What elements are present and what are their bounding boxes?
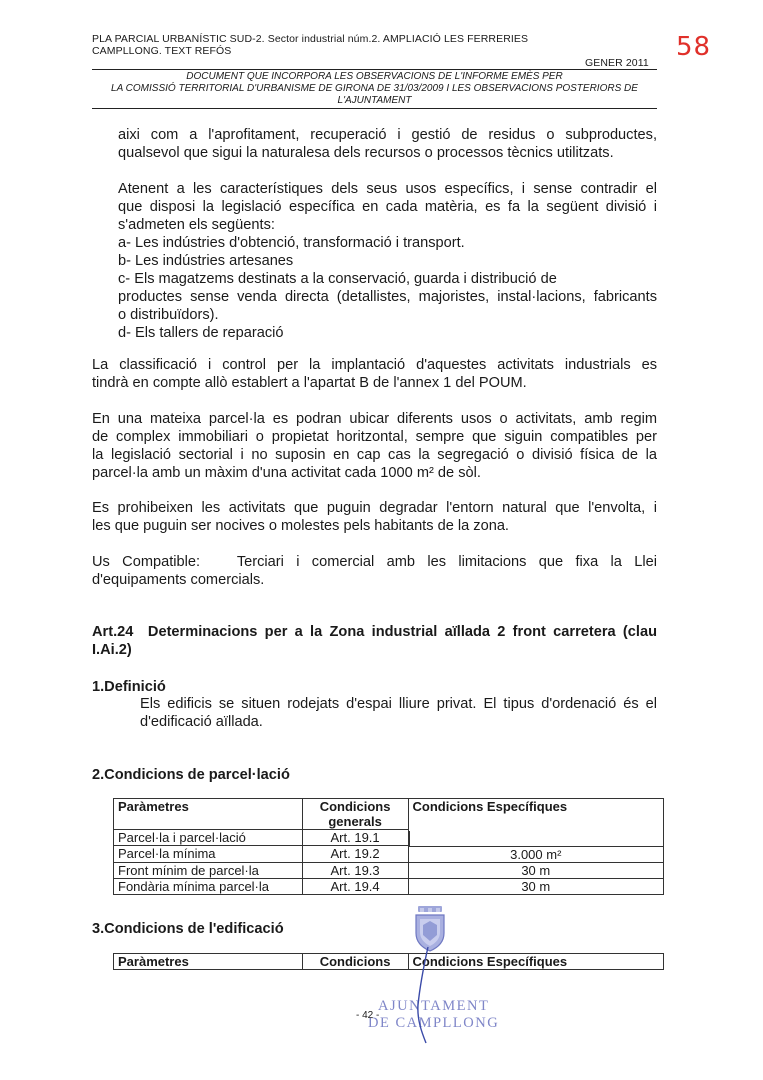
header-parameters: Paràmetres bbox=[114, 799, 303, 830]
section-2-title: 2.Condicions de parcel·lació bbox=[92, 767, 290, 783]
header-rule-bottom bbox=[92, 108, 657, 109]
paragraph-3-line-2: tindrà en compte allò establert a l'apartat B de l'annex 1 del POUM. bbox=[92, 375, 527, 391]
header-note-line3: L'AJUNTAMENT bbox=[337, 95, 412, 106]
paragraph-4 bbox=[92, 410, 657, 482]
paragraph-2-line-3: s'admeten els següents: bbox=[118, 217, 275, 233]
general-cell: Art. 19.1 bbox=[302, 830, 408, 846]
list-item-b: b- Les indústries artesanes bbox=[118, 253, 294, 269]
paragraph-1-line-2: qualsevol que sigui la naturalesa dels recursos o processos tècnics utilitzats. bbox=[118, 145, 614, 161]
header-specific-conditions-column bbox=[408, 799, 663, 895]
section-1-text-line-1: Els edificis se situen rodejats d'espai lliure privat. El tipus d'ordenació és el bbox=[140, 696, 657, 712]
param-cell: Parcel·la i parcel·lació bbox=[114, 830, 303, 846]
specific-cell-row-4: 30 m bbox=[409, 878, 663, 894]
paragraph-compatible-use bbox=[92, 553, 657, 589]
paragraph-5-line-2: les que puguin ser nocives o molestes pels habitants de la zona. bbox=[92, 518, 509, 534]
building-conditions-table bbox=[113, 953, 664, 970]
paragraph-1 bbox=[118, 126, 657, 162]
section-1-text-line-2: d'edificació aïllada. bbox=[140, 714, 263, 730]
specific-cell-row-1 bbox=[408, 831, 663, 846]
list-item-c-line-2: productes sense venda directa (detallistes, majoristes, instal·lacions, fabricants bbox=[118, 289, 657, 305]
header-specific-conditions: Condicions Específiques bbox=[412, 799, 568, 814]
header-note-line2: LA COMISSIÓ TERRITORIAL D'URBANISME DE GIRONA DE 31/03/2009 I LES OBSERVACIONS POSTERIORS DE bbox=[111, 83, 638, 94]
list-item-d: d- Els tallers de reparació bbox=[118, 325, 284, 341]
parcel-conditions-table bbox=[113, 798, 664, 895]
paragraph-2-line-1: Atenent a les característiques dels seus usos específics, i sense contradir el bbox=[118, 181, 657, 197]
paragraph-5-line-1: Es prohibeixen les activitats que puguin degradar l'entorn natural que l'envolta, i bbox=[92, 500, 657, 516]
header-rule-top bbox=[92, 69, 657, 70]
paragraph-4-line-4: parcel·la amb un màxim d'una activitat cada 1000 m² de sòl. bbox=[92, 465, 481, 481]
specific-cell-row-3: 30 m bbox=[409, 862, 663, 878]
paragraph-3 bbox=[92, 356, 657, 392]
paragraph-1-line-1: aixi com a l'aprofitament, recuperació i gestió de residus o subproductes, bbox=[118, 127, 657, 143]
paragraph-6-line-2: d'equipaments comercials. bbox=[92, 572, 265, 588]
section-1-title: 1.Definició bbox=[92, 679, 166, 695]
article-24-heading bbox=[92, 623, 657, 659]
general-cell: Art. 19.3 bbox=[302, 862, 408, 878]
header-specific-conditions: Condicions Específiques bbox=[408, 954, 663, 970]
table-header-row bbox=[114, 954, 664, 970]
seal-text-line-2: DE CAMPLLONG bbox=[368, 1015, 500, 1031]
seal-text-line-1: AJUNTAMENT bbox=[378, 998, 490, 1014]
list-item-c-line-3: o distribuïdors). bbox=[118, 307, 219, 323]
list-item-a: a- Les indústries d'obtenció, transformació i transport. bbox=[118, 235, 465, 251]
page-number: - 42 - bbox=[356, 1010, 380, 1021]
general-cell: Art. 19.4 bbox=[302, 878, 408, 894]
general-cell: Art. 19.2 bbox=[302, 846, 408, 862]
section-3-title: 3.Condicions de l'edificació bbox=[92, 921, 284, 937]
article-24-heading-line-2: I.Ai.2) bbox=[92, 642, 132, 658]
paragraph-4-line-1: En una mateixa parcel·la es podran ubicar diferents usos o activitats, amb regim bbox=[92, 411, 657, 427]
paragraph-2-line-2: que disposi la legislació específica en cada matèria, es fa la següent divisió i bbox=[118, 199, 657, 215]
paragraph-4-line-2: de complex immobiliari o propietat horitzontal, sempre que siguin compatibles per bbox=[92, 429, 657, 445]
table-header-row bbox=[114, 799, 664, 815]
paragraph-3-line-1: La classificació i control per la implantació d'aquestes activitats industrials es bbox=[92, 357, 657, 373]
header-conditions: Condicions bbox=[302, 954, 408, 970]
header-date: GENER 2011 bbox=[585, 57, 649, 69]
header-subtitle: CAMPLLONG. TEXT REFÓS bbox=[92, 45, 232, 57]
header-parameters: Paràmetres bbox=[114, 954, 303, 970]
list-item-c-line-1: c- Els magatzems destinats a la conservació, guarda i distribució de bbox=[118, 271, 557, 287]
handwritten-page-annotation: 58 bbox=[676, 32, 712, 62]
header-note-line1: DOCUMENT QUE INCORPORA LES OBSERVACIONS DE L'INFORME EMÈS PER bbox=[186, 71, 563, 82]
paragraph-6-line-1: Us Compatible: Terciari i comercial amb les limitacions que fixa la Llei bbox=[92, 554, 657, 570]
article-24-heading-line-1: Art.24 Determinacions per a la Zona industrial aïllada 2 front carretera (clau bbox=[92, 624, 657, 640]
param-cell: Parcel·la mínima bbox=[114, 846, 303, 862]
param-cell: Fondària mínima parcel·la bbox=[114, 878, 303, 894]
signature-stroke-icon bbox=[404, 945, 434, 1045]
specific-cell-row-2: 3.000 m² bbox=[409, 846, 663, 862]
paragraph-4-line-3: la legislació sectorial i no suposin en cap cas la segregació o divisió física de la bbox=[92, 447, 657, 463]
header-general-conditions: Condicions bbox=[302, 799, 408, 815]
paragraph-2 bbox=[118, 180, 657, 342]
param-cell: Front mínim de parcel·la bbox=[114, 862, 303, 878]
section-1-text bbox=[140, 695, 657, 731]
header-title: PLA PARCIAL URBANÍSTIC SUD-2. Sector industrial núm.2. AMPLIACIÓ LES FERRERIES bbox=[92, 33, 529, 45]
header-general-conditions-2: generals bbox=[302, 814, 408, 830]
paragraph-5 bbox=[92, 499, 657, 535]
